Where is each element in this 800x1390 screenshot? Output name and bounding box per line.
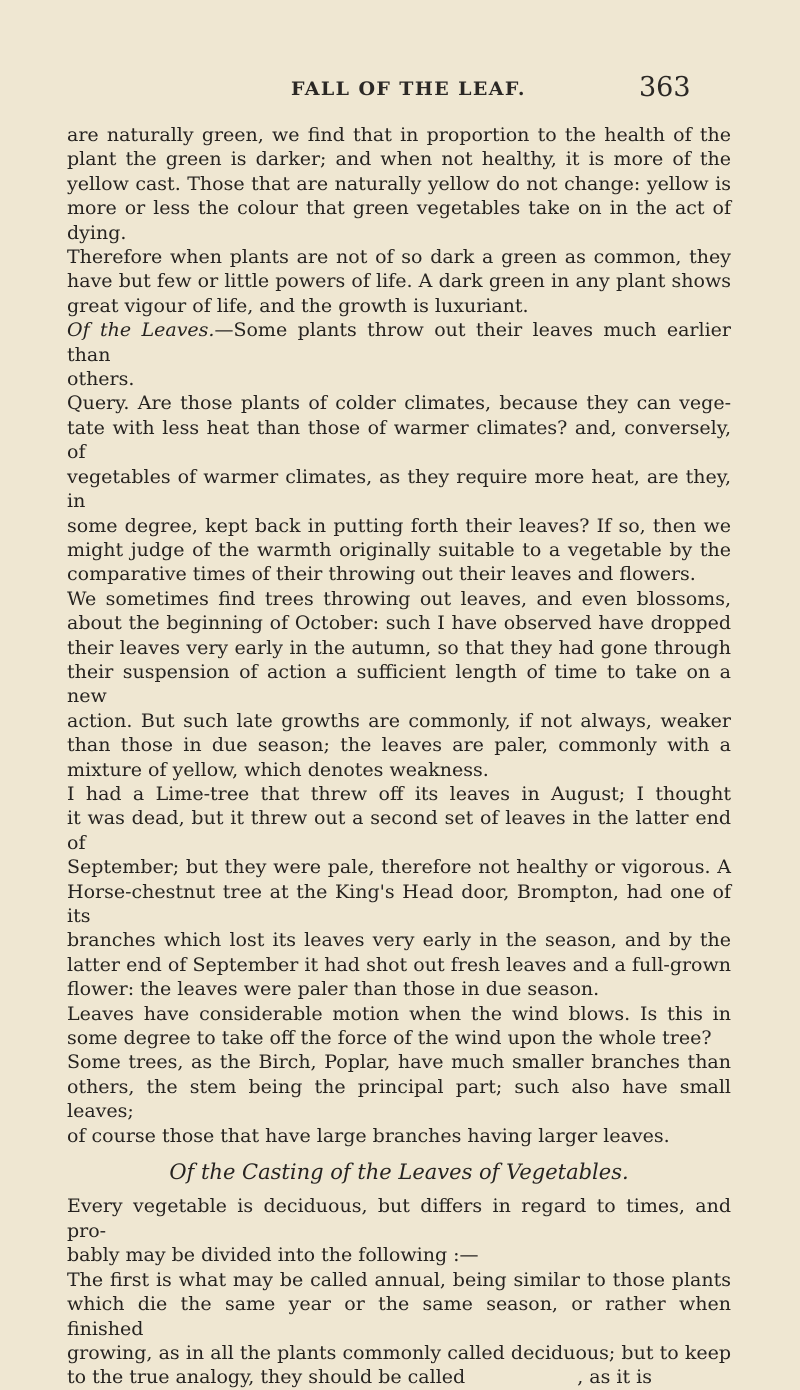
text-line: others. xyxy=(67,368,135,391)
text-line: their leaves very early in the autumn, so that they had gone through xyxy=(67,636,731,659)
text-line: great vigour of life, and the growth is luxuriant. xyxy=(67,294,529,317)
text-line: The first is what may be called annual, being similar to those plants xyxy=(67,1268,731,1291)
text-span: —Some plants throw out their leaves much earlier than xyxy=(67,319,731,366)
text-line: vegetables of warmer climates, as they require more heat, are they, in xyxy=(67,465,731,513)
text-line: of course those that have large branches having larger leaves. xyxy=(67,1124,670,1147)
text-line xyxy=(67,1365,731,1389)
text-line: yellow cast. Those that are naturally yellow do not change: yellow is xyxy=(67,172,731,195)
page-number: 363 xyxy=(639,72,691,103)
text-line: I had a Lime-tree that threw off its leaves in August; I thought xyxy=(67,782,731,805)
text-line: than those in due season; the leaves are paler, commonly with a xyxy=(67,734,731,757)
paragraph-label: Of the Leaves. xyxy=(67,319,215,342)
text-line: might judge of the warmth originally suitable to a vegetable by the xyxy=(67,538,731,561)
text-line: Leaves have considerable motion when the wind blows. Is this in xyxy=(67,1002,731,1025)
text-line: Some trees, as the Birch, Poplar, have much smaller branches than xyxy=(67,1051,731,1074)
text-line: We sometimes find trees throwing out leaves, and even blossoms, xyxy=(67,587,731,610)
text-span: to the true analogy, they should be called xyxy=(67,1366,466,1389)
text-line: bably may be divided into the following :— xyxy=(67,1244,479,1267)
text-line: Query. Are those plants of colder climates, because they can vege- xyxy=(67,392,731,415)
text-line: September; but they were pale, therefore not healthy or vigorous. A xyxy=(67,856,731,879)
text-line: their suspension of action a sufficient length of time to take on a new xyxy=(67,660,731,708)
text-line: some degree, kept back in putting forth their leaves? If so, then we xyxy=(67,514,731,537)
text-line: some degree to take off the force of the wind upon the whole tree? xyxy=(67,1027,712,1050)
text-line: action. But such late growths are commonly, if not always, weaker xyxy=(67,709,731,732)
text-line: are naturally green, we find that in proportion to the health of the xyxy=(67,124,731,146)
text-line: it was dead, but it threw out a second set of leaves in the latter end of xyxy=(67,807,731,854)
text-line: Every vegetable is deciduous, but differs in regard to times, and pro- xyxy=(67,1195,731,1242)
text-line: have but few or little powers of life. A dark green in any plant shows xyxy=(67,270,731,293)
text-line: branches which lost its leaves very early in the season, and by the xyxy=(67,929,731,952)
body-text xyxy=(67,123,731,1390)
running-head: FALL OF THE LEAF. xyxy=(291,78,526,100)
text-line: growing, as in all the plants commonly called deciduous; but to keep xyxy=(67,1341,731,1364)
text-line: Therefore when plants are not of so dark a green as common, they xyxy=(67,246,731,269)
text-line: latter end of September it had shot out fresh leaves and a full-grown xyxy=(67,953,731,976)
text-line: tate with less heat than those of warmer climates? and, conversely, of xyxy=(67,416,731,464)
section-heading: Of the Casting of the Leaves of Vegetables. xyxy=(169,1160,629,1185)
text-line: about the beginning of October: such I have observed have dropped xyxy=(67,612,731,635)
text-line: comparative times of their throwing out their leaves and flowers. xyxy=(67,563,696,586)
text-line: which die the same year or the same season, or rather when finished xyxy=(67,1293,731,1340)
text-line: plant the green is darker; and when not healthy, it is more of the xyxy=(67,148,731,171)
text-span: , as it is xyxy=(577,1366,652,1389)
text-line: mixture of yellow, which denotes weakness. xyxy=(67,758,489,781)
text-line: Horse-chestnut tree at the King's Head door, Brompton, had one of its xyxy=(67,880,731,927)
text-line: flower: the leaves were paler than those in due season. xyxy=(67,978,600,1001)
text-line xyxy=(67,318,731,367)
text-line: others, the stem being the principal part; such also have small leaves; xyxy=(67,1075,731,1123)
text-line: more or less the colour that green vegetables take on in the act of dying. xyxy=(67,197,731,244)
page-header xyxy=(0,72,800,112)
